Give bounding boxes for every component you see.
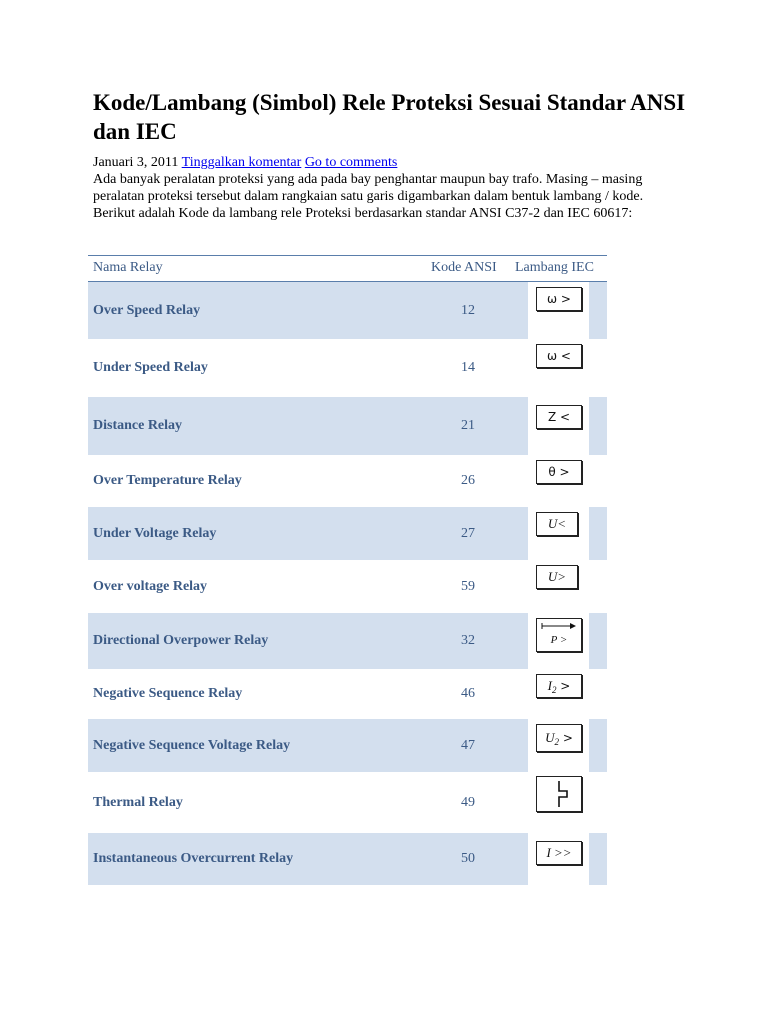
relay-name: Under Voltage Relay bbox=[93, 525, 217, 541]
table-row bbox=[88, 339, 607, 397]
relay-name: Under Speed Relay bbox=[93, 360, 208, 375]
table-row bbox=[88, 719, 607, 772]
header-symbol: Lambang IEC bbox=[515, 260, 594, 275]
relay-name: Negative Sequence Voltage Relay bbox=[93, 737, 291, 753]
negative-sequence-voltage-icon: $U_2$ > bbox=[536, 724, 582, 752]
omega-less-icon: ω < bbox=[536, 344, 582, 368]
table-row bbox=[88, 507, 607, 560]
page-title: Kode/Lambang (Simbol) Rele Proteksi Sesuai Standar ANSI dan IEC bbox=[93, 90, 686, 144]
relay-name: Thermal Relay bbox=[93, 794, 183, 810]
post-date: Januari 3, 2011 bbox=[93, 155, 179, 170]
omega-greater-icon: ω > bbox=[536, 287, 582, 311]
ansi-code: 26 bbox=[461, 473, 475, 488]
impedance-less-icon: Z < bbox=[536, 405, 582, 429]
table-header bbox=[88, 255, 607, 282]
relay-name: Distance Relay bbox=[93, 418, 183, 433]
ansi-code: 46 bbox=[461, 686, 475, 701]
header-name: Nama Relay bbox=[93, 260, 163, 275]
symbol-cell bbox=[528, 772, 589, 833]
thermal-element-icon bbox=[536, 776, 582, 812]
post-meta bbox=[93, 154, 673, 171]
symbol-cell bbox=[528, 613, 589, 669]
intro-paragraph: Ada banyak peralatan proteksi yang ada pada bay penghantar maupun bay trafo. Masing – masing peralatan proteksi tersebut dalam rangkaian satu garis digambarkan dalam bentuk lambang / kode. Berikut adalah Kode da lambang rele Proteksi berdasarkan standar ANSI C37-2 dan IEC 60617: bbox=[93, 172, 644, 221]
ansi-code: 49 bbox=[461, 794, 475, 810]
table-row bbox=[88, 455, 607, 507]
ansi-code: 59 bbox=[461, 578, 475, 594]
instantaneous-overcurrent-icon: I >> bbox=[536, 841, 582, 865]
header-code: Kode ANSI bbox=[431, 260, 497, 275]
table-row bbox=[88, 613, 607, 669]
symbol-cell bbox=[528, 507, 589, 560]
leave-comment-link[interactable]: Tinggalkan komentar bbox=[181, 155, 302, 170]
symbol-cell bbox=[528, 397, 589, 455]
voltage-greater-icon: U> bbox=[536, 565, 578, 589]
relay-name: Directional Overpower Relay bbox=[93, 633, 269, 648]
symbol-cell bbox=[528, 455, 589, 507]
ansi-code: 14 bbox=[461, 360, 475, 375]
ansi-code: 47 bbox=[461, 737, 475, 753]
theta-greater-icon: θ > bbox=[536, 460, 582, 484]
table-row bbox=[88, 560, 607, 613]
relay-name: Over Temperature Relay bbox=[93, 473, 242, 488]
ansi-code: 50 bbox=[461, 851, 475, 866]
voltage-less-icon: U< bbox=[536, 512, 578, 536]
symbol-cell bbox=[528, 282, 589, 339]
table-row bbox=[88, 397, 607, 455]
ansi-code: 32 bbox=[461, 633, 475, 648]
symbol-cell bbox=[528, 560, 589, 613]
relay-name: Over voltage Relay bbox=[93, 578, 208, 594]
ansi-code: 27 bbox=[461, 525, 475, 541]
relay-name: Negative Sequence Relay bbox=[93, 686, 243, 701]
symbol-cell bbox=[528, 669, 589, 719]
symbol-cell bbox=[528, 719, 589, 772]
table-row bbox=[88, 772, 607, 833]
table-row bbox=[88, 669, 607, 719]
negative-sequence-current-icon: $I_2$ > bbox=[536, 674, 582, 698]
table-row bbox=[88, 833, 607, 885]
relay-table bbox=[88, 255, 607, 885]
go-to-comments-link[interactable]: Go to comments bbox=[304, 155, 398, 170]
ansi-code: 21 bbox=[461, 418, 475, 433]
relay-name: Over Speed Relay bbox=[93, 302, 201, 318]
symbol-cell bbox=[528, 339, 589, 397]
table-row bbox=[88, 282, 607, 339]
ansi-code: 12 bbox=[461, 302, 475, 318]
symbol-cell bbox=[528, 833, 589, 885]
directional-power-icon: P > bbox=[536, 618, 582, 652]
relay-name: Instantaneous Overcurrent Relay bbox=[93, 851, 294, 866]
